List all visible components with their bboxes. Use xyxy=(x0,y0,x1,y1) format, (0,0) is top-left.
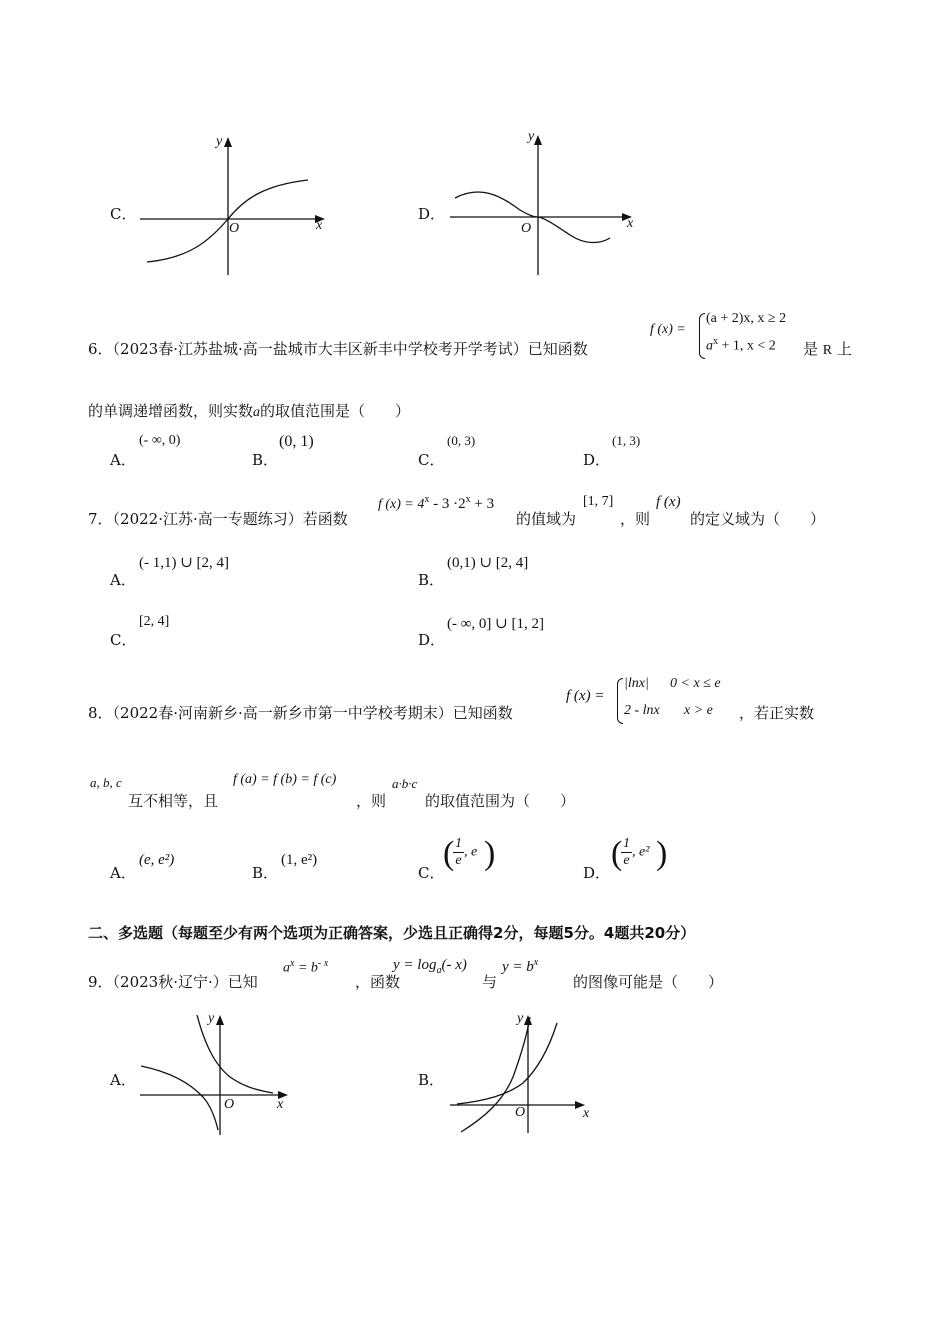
q8-option-d-label: D． xyxy=(583,864,611,882)
q7-option-a-value: (- 1,1) ∪ [2, 4] xyxy=(139,555,230,571)
q5-graph-d xyxy=(445,130,645,280)
q9-tail: 的图像可能是（ ） xyxy=(573,973,724,991)
q9-and: 与 xyxy=(482,973,498,991)
q8-option-b-label: B． xyxy=(252,864,279,882)
q9-condition: $a^x = b^{- x}$ xyxy=(283,958,329,976)
q8-line2c: 的取值范围为（ ） xyxy=(425,792,576,810)
q7-option-d-label: D． xyxy=(418,631,446,649)
q5-option-d-label: D． xyxy=(418,205,446,223)
q6-question xyxy=(88,338,588,359)
q9-y2: $y = b^x$ xyxy=(502,957,539,975)
q5d-x-axis-label: x xyxy=(627,216,634,231)
q5-option-c-label: C． xyxy=(110,205,137,223)
q9b-y-axis-label: y xyxy=(517,1011,524,1026)
q8-vars: a, b, c xyxy=(90,775,122,790)
q8-line2a: 互不相等，且 xyxy=(128,792,219,810)
q9b-origin-label: O xyxy=(515,1105,526,1120)
q8-option-c-lparen: ( xyxy=(443,835,455,872)
q8-option-a-label: A． xyxy=(110,864,136,882)
q7-range-text: 的值域为 xyxy=(516,510,577,528)
q6-option-a-value: (- ∞, 0) xyxy=(139,433,181,448)
q6-f-lhs: f (x) = xyxy=(650,322,686,337)
q6-option-c-value: (0, 3) xyxy=(447,433,476,448)
q6-option-b-label: B． xyxy=(252,451,279,469)
q6-option-d-value: (1, 3) xyxy=(612,433,641,448)
q8-question: 8．（2022春·河南新乡·高一新乡市第一中学校考期末）已知函数 xyxy=(88,704,513,722)
q9-graph-b xyxy=(445,1005,615,1140)
q7-option-d-value: (- ∞, 0] ∪ [1, 2] xyxy=(447,616,544,632)
q6-case1: (a + 2)x, x ≥ 2 xyxy=(706,311,787,326)
q7-f: f (x) xyxy=(656,494,681,510)
q9a-origin-label: O xyxy=(224,1097,235,1112)
q5-graph-c xyxy=(135,130,335,280)
q7-tail: 的定义域为（ ） xyxy=(690,510,826,528)
q9-y1: $y = \log_a(-$ x) xyxy=(393,957,467,976)
q8-option-c-rparen: ) xyxy=(484,835,496,872)
q7-option-c-label: C． xyxy=(110,631,137,649)
q8-option-d-lparen: ( xyxy=(611,835,623,872)
q6-option-d-label: D． xyxy=(583,451,611,469)
q5c-y-axis-label: y xyxy=(216,134,223,149)
q8-option-d-rparen: ) xyxy=(656,835,668,872)
q6-source: （2023春·江苏盐城·高一盐城市大丰区新丰中学校考开学考试）已知函数 xyxy=(112,340,588,358)
q7-option-b-value: (0,1) ∪ [2, 4] xyxy=(447,555,529,571)
q7-f-expression: f $(x) = 4^x - 3 \cdot 2^x + 3$ xyxy=(378,494,495,512)
q8-option-c-label: C． xyxy=(418,864,445,882)
q6-option-c-label: C． xyxy=(418,451,445,469)
q7-question: 7．（2022·江苏·高一专题练习）若函数 xyxy=(88,510,348,528)
q9-question: 9．（2023秋·辽宁·）已知 xyxy=(88,973,258,991)
q8-product: a·b·c xyxy=(392,776,418,791)
q5d-y-axis-label: y xyxy=(528,129,535,144)
q6-line2: 的单调递增函数，则实数a的取值范围是（ ） xyxy=(88,402,411,420)
q8-option-a-value: (e, e²) xyxy=(139,852,175,868)
q5c-origin-label: O xyxy=(229,221,240,236)
q9b-x-axis-label: x xyxy=(583,1106,590,1121)
q8-line2b: ，则 xyxy=(356,792,387,810)
q9-graph-a xyxy=(135,1005,305,1140)
q7-option-c-value: [2, 4] xyxy=(139,614,170,629)
q8-option-b-value: (1, e²) xyxy=(281,852,318,868)
q5d-origin-label: O xyxy=(521,221,532,236)
q9-option-b-label: B． xyxy=(418,1071,445,1089)
q8-case2-cond: x > e xyxy=(684,703,713,718)
q8-case2-expr: 2 - lnx xyxy=(624,703,660,718)
q9a-x-axis-label: x xyxy=(277,1097,284,1112)
q8-option-d-fraction: $\frac{1}{e}$ , e² xyxy=(623,836,650,868)
q6-brace xyxy=(699,313,705,359)
q6-option-b-value: (0, 1) xyxy=(279,433,314,450)
q6-after: 是 R 上 xyxy=(803,340,852,358)
q8-after: ，若正实数 xyxy=(739,704,815,722)
section-2-heading: 二、多选题（每题至少有两个选项为正确答案，少选且正确得2分，每题5分。4题共20分） xyxy=(88,924,696,942)
q7-then: ，则 xyxy=(620,510,651,528)
q7-option-a-label: A． xyxy=(110,571,136,589)
q8-case1-expr: |lnx| xyxy=(624,676,649,691)
q8-equation: f (a) = f (b) = f (c) xyxy=(233,772,337,787)
q8-case1-cond: 0 < x ≤ e xyxy=(670,676,721,691)
q5c-x-axis-label: x xyxy=(316,218,323,233)
q8-brace xyxy=(617,678,623,724)
q7-range-value: [1, 7] xyxy=(583,494,614,509)
q9-mid: ，函数 xyxy=(355,973,401,991)
q8-option-c-fraction: $\frac{1}{e}$ , e xyxy=(455,836,478,868)
q6-option-a-label: A． xyxy=(110,451,136,469)
q9-option-a-label: A． xyxy=(110,1071,136,1089)
q8-f-lhs: f (x) = xyxy=(566,688,605,704)
q7-option-b-label: B． xyxy=(418,571,445,589)
q6-number: 6． xyxy=(88,340,113,358)
q9a-y-axis-label: y xyxy=(208,1011,215,1026)
q6-case2: $a^x + 1$, x < 2 xyxy=(706,336,776,354)
